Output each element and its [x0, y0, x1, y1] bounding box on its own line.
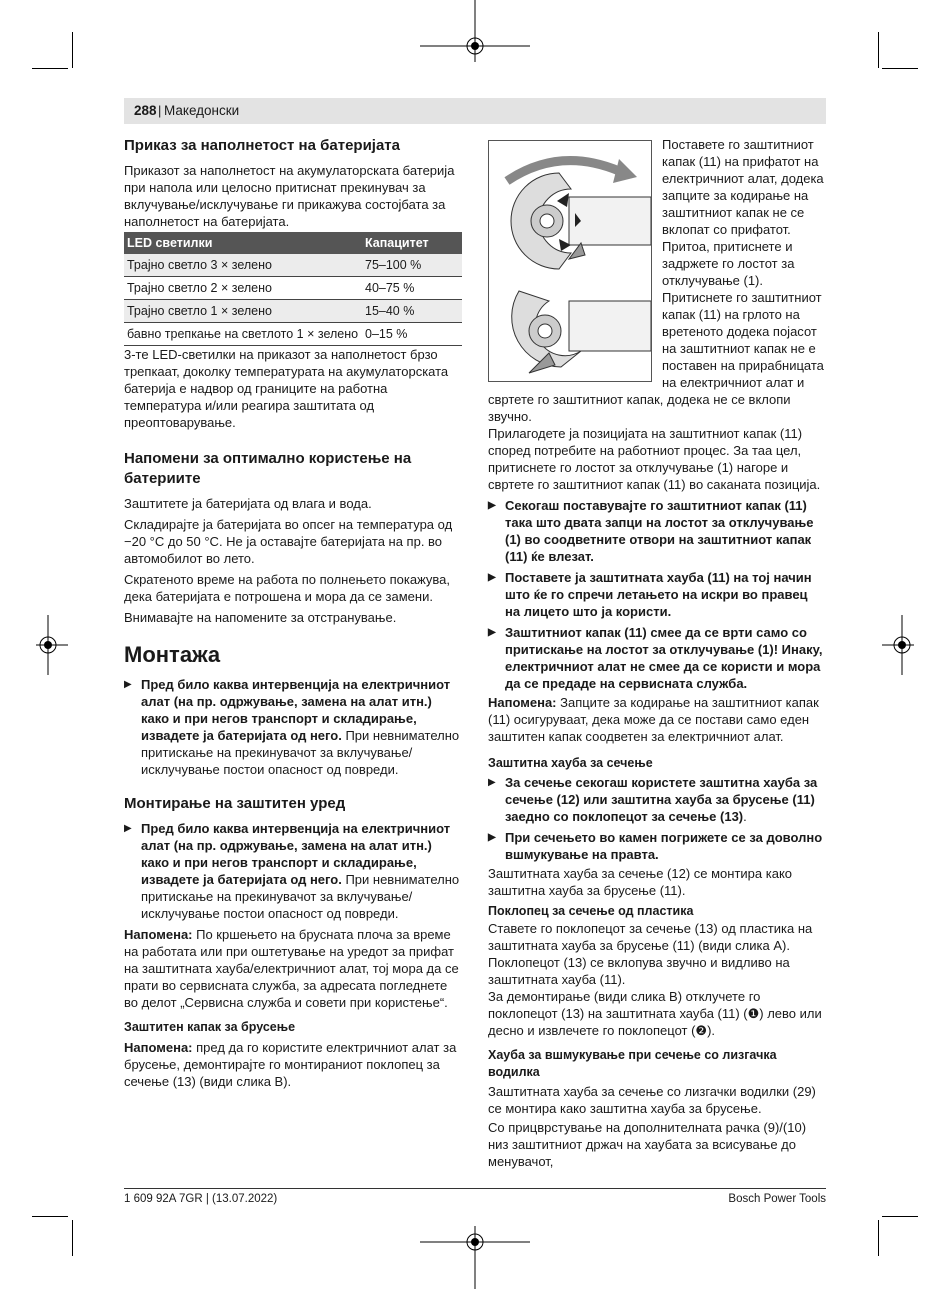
registration-mark-left [28, 615, 68, 675]
guard-illustration [489, 141, 651, 381]
right-column [488, 136, 826, 1170]
page-header [124, 98, 826, 124]
cutting-bullet [488, 774, 826, 825]
crop-mark [878, 32, 879, 68]
extraction-hood-title: Хауба за вшмукување при сечење со лизгачка водилка [488, 1048, 777, 1079]
crop-mark [882, 1216, 918, 1217]
plastic-paragraph: За демонтирање (види слика B) отклучете го поклопецот (13) на заштитната хауба (11) (❶) лево или десно и извлечете го поклопецот (❷). [488, 989, 822, 1038]
cap-note [124, 1039, 462, 1090]
led-cell: бавно трепкање на светлото 1 × зелено [124, 323, 362, 346]
guard-bullet: ▶ Заштитниот капак (11) смее да се врти само со притискање на лостот за отклучување (1)! Инаку, електричниот алат не смее да се користи и мора да се предаде на сервисната служба. [488, 624, 826, 692]
notes-paragraph: Заштитете ја батеријата од влага и вода. [124, 496, 372, 511]
battery-indicator-title: Приказ за наполнетост на батеријата [124, 137, 400, 154]
registration-mark-right [882, 615, 922, 675]
warning-bold: Пред било каква интервенција на електричниот алат (на пр. одржување, замена на алат итн.) како и при негов транспорт и складирање, извадете ја батеријата од него. [141, 677, 451, 743]
coding-note [488, 694, 826, 745]
registration-mark-top [420, 0, 530, 92]
registration-mark-bottom [420, 1196, 530, 1289]
battery-intro: Приказот за наполнетост на акумулаторската батерија при напола или целосно притиснат прекинувач за вклучување/исклучување ги прикажува состојбата за наполнетост на батеријата. [124, 163, 455, 229]
grinding-cap-title: Заштитен капак за брусење [124, 1020, 296, 1034]
cutting-bullet: ▶ При сечењето во камен погрижете се за доволно вшмукување на правта. [488, 829, 826, 863]
notes-paragraph: Скратеното време на работа по полнењето покажува, дека батеријата е потрошена и мора да се замени. [124, 572, 451, 604]
cutting-guard-title: Заштитна хауба за сечење [488, 756, 653, 770]
header-divider: | [158, 103, 162, 118]
crop-mark [878, 1220, 879, 1256]
footer-brand: Bosch Power Tools [728, 1193, 826, 1205]
guard-paragraph: свртете го заштитниот капак, додека не се вклопи звучно. [488, 392, 791, 424]
capacity-col-header: Капацитет [362, 232, 462, 254]
crop-mark [32, 68, 68, 69]
led-table-header [124, 232, 462, 254]
capacity-cell: 0–15 % [362, 323, 462, 346]
page-footer [124, 1188, 826, 1205]
montage-warning [124, 676, 462, 778]
guard-bullet: ▶ Секогаш поставувајте го заштитниот капак (11) така што двата запци на лостот за отклучување (1) во соодветните отвори на заштитниот капак (11) ќе влезат. [488, 497, 826, 565]
led-cell: Трајно светло 1 × зелено [124, 300, 362, 323]
warning-text: При невнимателно притискање на прекинувачот за вклучување/исклучување постои опасност од повреди. [141, 728, 460, 777]
footer-doc-code: 1 609 92A 7GR | (13.07.2022) [124, 1193, 278, 1205]
plastic-paragraph: Поклопецот (13) се вклопува звучно и видливо на заштитната хауба (11). [488, 955, 790, 987]
guard-bullet: ▶ Поставете ја заштитната хауба (11) на тој начин што ќе го спречи летањето на искри во правец на лицето што ја користи. [488, 569, 826, 620]
note-text: По кршењето на брусната плоча за време на работата или при оштетување на уредот за прифат на заштитната хауба/електричниот алат, тој мора да се прати во сервисната служба, за адресата погледнете во делот „Сервисна служба и совети при користење“. [124, 927, 459, 1010]
crop-mark [32, 1216, 68, 1217]
led-col-header: LED светилки [124, 232, 362, 254]
bullet-rest: . [743, 809, 747, 824]
battery-notes-title: Напомени за оптимално користење на батериите [124, 450, 412, 487]
table-row [124, 277, 462, 300]
capacity-cell: 75–100 % [362, 254, 462, 277]
header-language: Македонски [164, 103, 240, 118]
note-label: Напомена: [488, 695, 557, 710]
plastic-paragraph: Ставете го поклопецот за сечење (13) од пластика на заштитната хауба за брусење (11) (види слика A). [488, 921, 813, 953]
crop-mark [72, 1220, 73, 1256]
table-row [124, 254, 462, 277]
note-label: Напомена: [124, 1040, 193, 1055]
guard-paragraph: Прилагодете ја позицијата на заштитниот капак (11) според потребите на работниот процес. За таа цел, притиснете го лостот за отклучување (1) нагоре и свртете го заштитниот капак (11) во саканата позиција. [488, 426, 821, 492]
capacity-cell: 15–40 % [362, 300, 462, 323]
hood-paragraph: Заштитната хауба за сечење со лизгачки водилки (29) се монтира како заштитна хауба за брусење. [488, 1084, 816, 1116]
guard-title: Монтирање на заштитен уред [124, 795, 346, 812]
guard-note [124, 926, 462, 1011]
led-cell: Трајно светло 2 × зелено [124, 277, 362, 300]
table-row [124, 323, 462, 346]
notes-paragraph: Внимавајте на напомените за отстранување. [124, 610, 397, 625]
warning-text: При невнимателно притискање на прекинувачот за вклучување/исклучување постои опасност од повреди. [141, 872, 460, 921]
note-text: Запците за кодирање на заштитниот капак (11) осигуруваат, дека може да се постави само еден заштитен капак соодветен за електричниот алат. [488, 695, 819, 744]
note-text: пред да го користите електричниот алат за брусење, демонтирајте го монтираниот поклопец за сечење (13) (види слика B). [124, 1040, 457, 1089]
hood-paragraph: Со прицврстување на дополнителната рачка (9)/(10) низ заштитниот држач на хаубата за всисување до менувачот, [488, 1120, 807, 1169]
montage-title: Монтажа [124, 642, 221, 667]
notes-paragraph: Складирајте ја батеријата во опсег на температура од −20 °C до 50 °C. Не ја оставајте батеријата на пр. во автомобилот во лето. [124, 517, 453, 566]
capacity-cell: 40–75 % [362, 277, 462, 300]
guard-warning [124, 820, 462, 922]
note-label: Напомена: [124, 927, 193, 942]
crop-mark [72, 32, 73, 68]
led-cell: Трајно светло 3 × зелено [124, 254, 362, 277]
table-row [124, 300, 462, 323]
cutting-paragraph: Заштитната хауба за сечење (12) се монтира како заштитна хауба за брусење (11). [488, 866, 793, 898]
crop-mark [882, 68, 918, 69]
guard-figure [488, 140, 652, 382]
page-number: 288 [134, 103, 157, 118]
left-column [124, 136, 462, 1090]
figure-side-text: Поставете го заштитниот капак (11) на прифатот на електричниот алат, додека запците за кодирање на заштитниот капак не се вклопат со прифатот. Притоа, притиснете и задржете го лостот за отклучување (1). Притиснете го заштитниот капак (11) на грлото на вретеното додека појасот на заштитниот капак не е поставен на прирабницата на електричниот алат и [662, 137, 824, 390]
bullet-bold: За сечење секогаш користете заштитна хауба за сечење (12) или заштитна хауба за брусење (11) заедно со поклопецот за сечење (13) [505, 775, 818, 824]
warning-bold: Пред било каква интервенција на електричниот алат (на пр. одржување, замена на алат итн.) како и при негов транспорт и складирање, извадете ја батеријата од него. [141, 821, 451, 887]
plastic-cover-title: Поклопец за сечење од пластика [488, 904, 694, 918]
table-note: 3-те LED-светилки на приказот за наполнетост брзо трепкаат, доколку температурата на акумулаторската батерија е надвор од границите на работна температура и/или реагира заштитата од преоптоварување. [124, 347, 449, 430]
led-table [124, 232, 462, 346]
